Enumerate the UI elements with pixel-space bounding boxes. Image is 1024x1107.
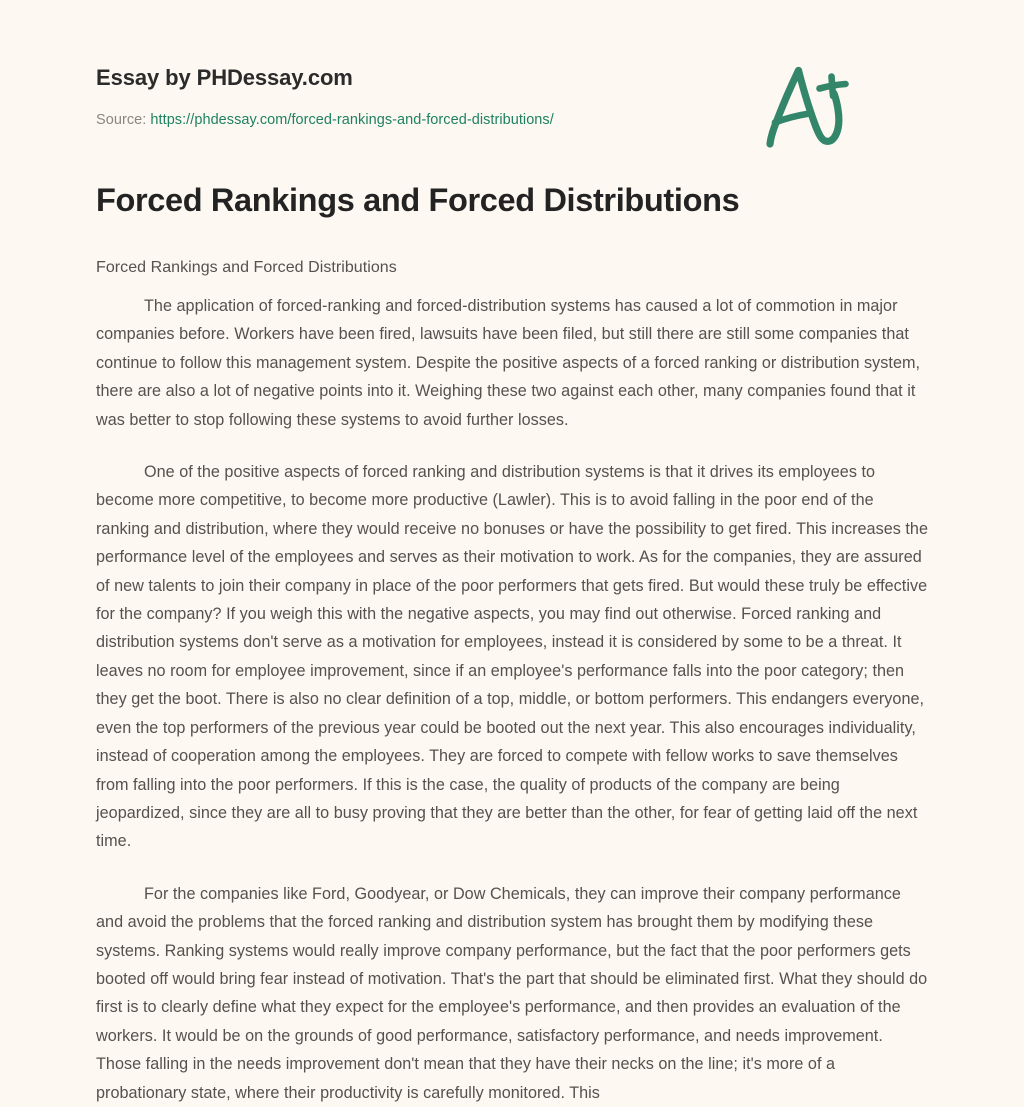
article: [96, 116, 928, 1107]
article-paragraph: One of the positive aspects of forced ranking and distribution systems is that it drives its employees to become more competitive, to become more productive (Lawler). This is to avoid falling in the poor end of the ranking and distribution, where they would receive no bonuses or have the possibility to get fired. This increases the performance level of the employees and serves as their motivation to work. As for the companies, they are assured of new talents to join their company in place of the poor performers that gets fired. But would these truly be effective for the company? If you weigh this with the negative aspects, you may find out otherwise. Forced ranking and distribution systems don't serve as a motivation for employees, instead it is considered by some to be a threat. It leaves no room for employee improvement, since if an employee's performance falls into the poor category; then they get the boot. There is also no clear definition of a top, middle, or bottom performers. This endangers everyone, even the top performers of the previous year could be booted out the next year. This also encourages individuality, instead of cooperation among the employees. They are forced to compete with fellow works to save themselves from falling into the poor performers. If this is the case, the quality of products of the company are being jeopardized, since they are all to busy proving that they are better than the other, for fear of getting laid off the next time.: [96, 463, 928, 851]
source-url-link[interactable]: https://phdessay.com/forced-rankings-and-forced-distributions/: [150, 112, 554, 128]
site-brand-title: Essay by PHDessay.com: [96, 65, 353, 90]
page-title: Forced Rankings and Forced Distributions: [96, 182, 740, 218]
a-plus-logo-icon: [757, 62, 853, 158]
source-label: Source:: [96, 112, 147, 128]
article-subtitle: Forced Rankings and Forced Distributions: [96, 259, 397, 276]
article-body: [96, 292, 928, 1107]
article-paragraph: For the companies like Ford, Goodyear, or Dow Chemicals, they can improve their company performance and avoid the problems that the forced ranking and distribution system has brought them by modifying these systems. Ranking systems would really improve company performance, but the fact that the poor performers gets booted off would bring fear instead of motivation. That's the part that should be eliminated first. What they should do first is to clearly define what they expect for the employee's performance, and then provides an evaluation of the workers. It would be on the grounds of good performance, satisfactory performance, and needs improvement. Those falling in the needs improvement don't mean that they have their necks on the line; it's more of a probationary state, where their productivity is carefully monitored. This: [96, 884, 928, 1102]
page-header: [96, 0, 928, 128]
article-paragraph: The application of forced-ranking and forced-distribution systems has caused a lot of commotion in major companies before. Workers have been fired, lawsuits have been filed, but still there are still some companies that continue to follow this management system. Despite the positive aspects of a forced ranking or distribution system, there are also a lot of negative points into it. Weighing these two against each other, many companies found that it was better to stop following these systems to avoid further losses.: [96, 297, 921, 429]
a-plus-logo: [757, 62, 853, 158]
